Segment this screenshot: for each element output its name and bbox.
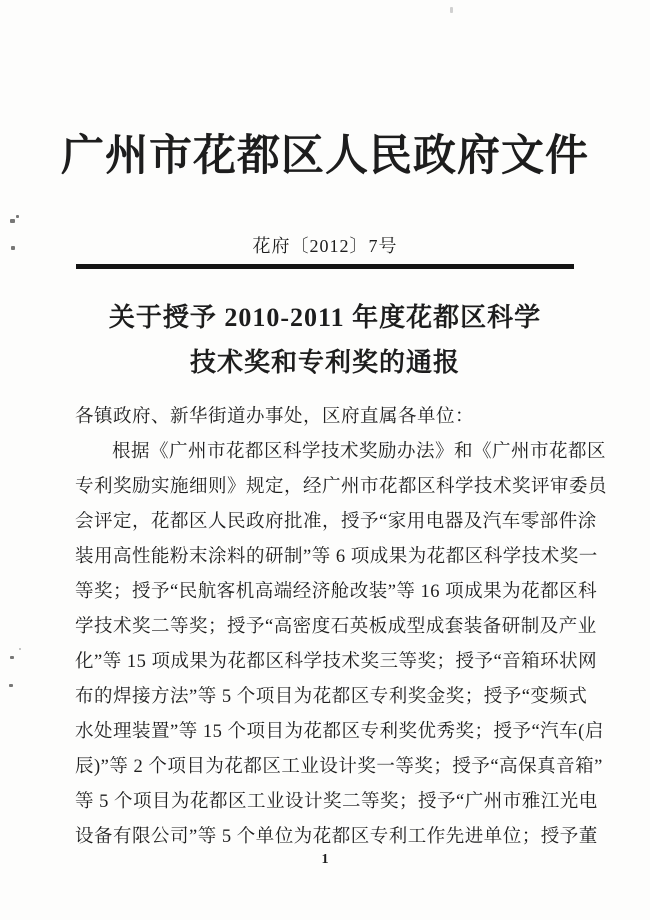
body-line: 辰)”等 2 个项目为花都区工业设计奖一等奖；授予“高保真音箱” xyxy=(75,757,603,777)
document-subject-title xyxy=(0,295,650,385)
document-body xyxy=(75,400,608,855)
body-line: 等 5 个项目为花都区工业设计奖二等奖；授予“广州市雅江光电 xyxy=(75,792,598,812)
subject-title-line-2: 技术奖和专利奖的通报 xyxy=(189,348,460,377)
document-header-title: 广州市花都区人民政府文件 xyxy=(61,133,589,180)
body-line: 装用高性能粉末涂料的研制”等 6 项成果为花都区科学技术奖一 xyxy=(75,547,598,567)
scan-speck xyxy=(19,648,21,650)
body-line: 专利奖励实施细则》规定，经广州市花都区科学技术奖评审委员 xyxy=(75,477,608,497)
page-number: 1 xyxy=(321,852,329,867)
scan-speck xyxy=(9,684,13,687)
salutation-line: 各镇政府、新华街道办事处，区府直属各单位： xyxy=(75,407,475,427)
body-line: 水处理装置”等 15 个项目为花都区专利奖优秀奖；授予“汽车(启 xyxy=(75,722,604,742)
scan-speck xyxy=(11,246,15,250)
scan-speck xyxy=(10,219,15,223)
body-line: 化”等 15 项成果为花都区科学技术奖三等奖；授予“音箱环状网 xyxy=(75,652,598,672)
header-divider-rule xyxy=(76,264,574,269)
body-line: 布的焊接方法”等 5 个项目为花都区专利奖金奖；授予“变频式 xyxy=(75,687,588,707)
document-number: 花府〔2012〕7号 xyxy=(252,236,398,256)
scan-speck xyxy=(10,656,14,659)
body-line: 学技术奖二等奖；授予“高密度石英板成型成套装备研制及产业 xyxy=(75,617,597,637)
body-line: 等奖；授予“民航客机高端经济舱改装”等 16 项成果为花都区科 xyxy=(75,582,598,602)
body-line: 会评定，花都区人民政府批准，授予“家用电器及汽车零部件涂 xyxy=(75,512,597,532)
body-line: 设备有限公司”等 5 个单位为花都区专利工作先进单位；授予董 xyxy=(75,827,598,847)
scan-speck xyxy=(16,215,19,218)
scan-speck xyxy=(450,7,453,13)
subject-title-line-1: 关于授予 2010-2011 年度花都区科学 xyxy=(108,303,542,332)
body-line: 根据《广州市花都区科学技术奖励办法》和《广州市花都区 xyxy=(112,442,607,462)
